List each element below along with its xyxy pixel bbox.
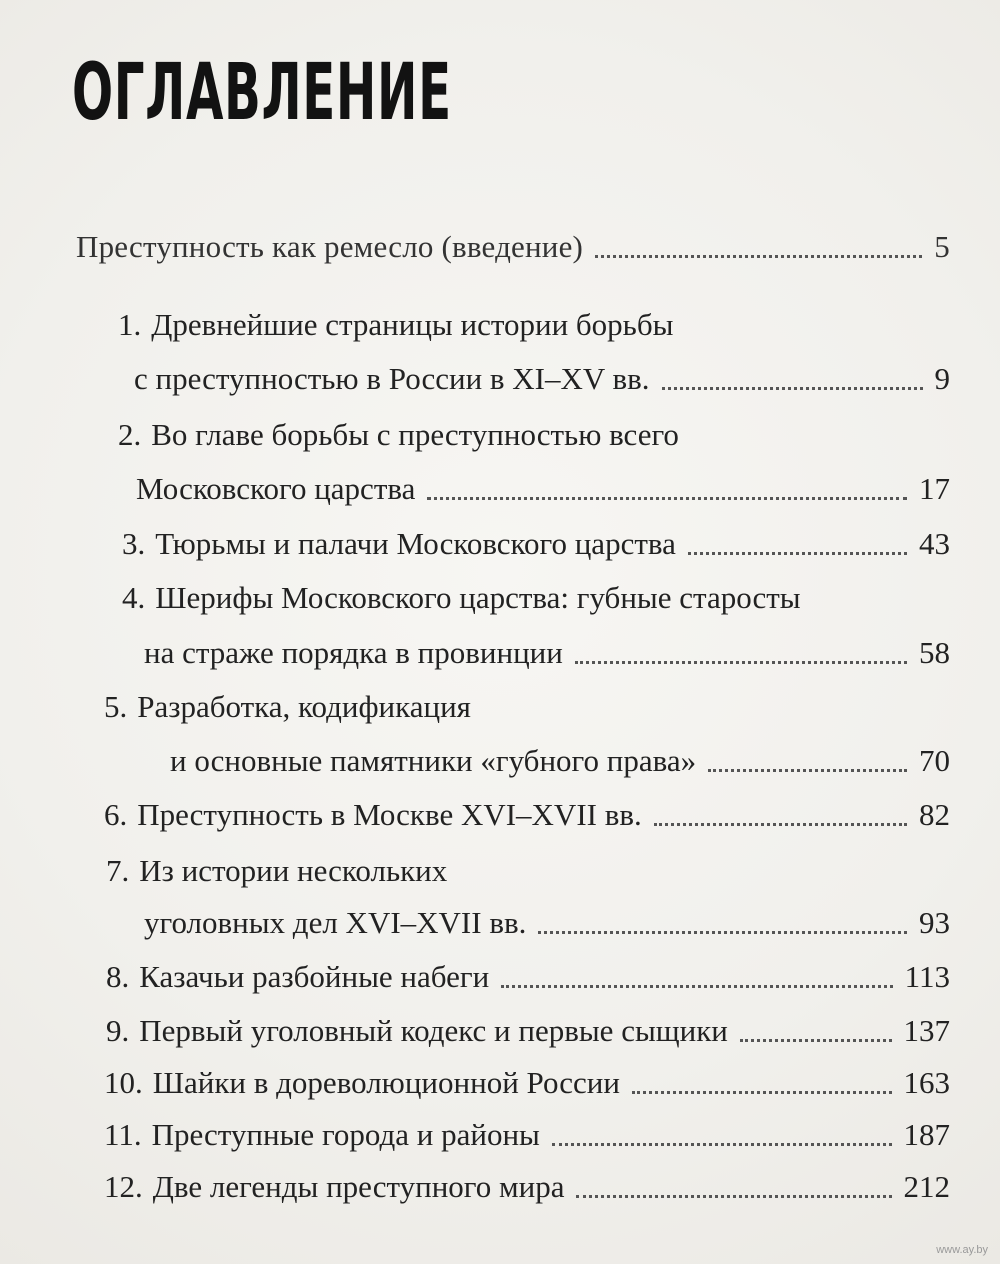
toc-leader-dots bbox=[595, 255, 922, 258]
toc-entry-1 bbox=[118, 306, 673, 344]
toc-entry-title-cont: с преступностью в России в XI–XV вв. bbox=[134, 361, 650, 396]
toc-entry-title: Преступность в Москве XVI–XVII вв. bbox=[137, 797, 642, 832]
toc-entry-title: Две легенды преступного мира bbox=[152, 1169, 565, 1204]
toc-entry-6 bbox=[104, 796, 950, 834]
toc-entry-title: Преступные города и районы bbox=[151, 1117, 540, 1152]
toc-entry-7 bbox=[106, 852, 447, 890]
toc-leader-dots bbox=[427, 497, 907, 500]
toc-entry-2 bbox=[118, 416, 679, 454]
toc-leader-dots bbox=[552, 1143, 892, 1146]
toc-entry-number: 6. bbox=[104, 797, 128, 832]
toc-entry-12 bbox=[104, 1168, 950, 1206]
toc-page-number: 137 bbox=[903, 1013, 950, 1048]
toc-entry-number: 3. bbox=[122, 526, 146, 561]
toc-page-number: 5 bbox=[934, 229, 950, 264]
toc-entry-4 bbox=[122, 579, 801, 617]
toc-entry-title: Шерифы Московского царства: губные старосты bbox=[155, 580, 801, 615]
toc-entry-title: Древнейшие страницы истории борьбы bbox=[151, 307, 674, 342]
toc-entry-2-cont bbox=[136, 470, 950, 508]
toc-entry-5-cont bbox=[170, 742, 950, 780]
toc-entry-4-cont bbox=[144, 634, 950, 672]
toc-entry-1-cont bbox=[134, 360, 950, 398]
toc-entry-number: 9. bbox=[106, 1013, 130, 1048]
toc-page-number: 187 bbox=[903, 1117, 950, 1152]
toc-entry-number: 11. bbox=[104, 1117, 142, 1152]
toc-leader-dots bbox=[740, 1039, 892, 1042]
toc-entry-title-cont: Московского царства bbox=[136, 471, 416, 506]
toc-entry-title: Из истории нескольких bbox=[139, 853, 448, 888]
toc-entry-number: 12. bbox=[104, 1169, 143, 1204]
toc-leader-dots bbox=[654, 823, 907, 826]
toc-page-number: 113 bbox=[904, 959, 950, 994]
toc-entry-number: 7. bbox=[106, 853, 130, 888]
toc-entry-3 bbox=[122, 525, 950, 563]
toc-leader-dots bbox=[538, 931, 907, 934]
toc-entry-5 bbox=[104, 688, 471, 726]
toc-entry-title: Преступность как ремесло (введение) bbox=[76, 229, 584, 264]
toc-entry-title: Казачьи разбойные набеги bbox=[139, 959, 490, 994]
page-title: ОГЛАВЛЕНИЕ bbox=[72, 48, 452, 138]
toc-entry-number: 4. bbox=[122, 580, 146, 615]
toc-page-number: 82 bbox=[919, 797, 950, 832]
toc-entry-number: 8. bbox=[106, 959, 130, 994]
toc-page-number: 70 bbox=[919, 743, 950, 778]
toc-entry-intro bbox=[76, 228, 950, 266]
toc-page-number: 163 bbox=[903, 1065, 950, 1100]
toc-entry-9 bbox=[106, 1012, 950, 1050]
toc-entry-title-cont: и основные памятники «губного права» bbox=[170, 743, 697, 778]
toc-leader-dots bbox=[575, 661, 907, 664]
toc-page-number: 93 bbox=[919, 905, 950, 940]
toc-leader-dots bbox=[708, 769, 907, 772]
toc-leader-dots bbox=[632, 1091, 892, 1094]
toc-entry-title: Первый уголовный кодекс и первые сыщики bbox=[139, 1013, 728, 1048]
toc-entry-title: Тюрьмы и палачи Московского царства bbox=[155, 526, 676, 561]
toc-entry-number: 2. bbox=[118, 417, 142, 452]
toc-page-number: 58 bbox=[919, 635, 950, 670]
toc-entry-number: 1. bbox=[118, 307, 142, 342]
toc-entry-7-cont bbox=[144, 904, 950, 942]
toc-leader-dots bbox=[576, 1195, 891, 1198]
toc-entry-number: 10. bbox=[104, 1065, 143, 1100]
toc-page-number: 9 bbox=[934, 361, 950, 396]
toc-page-number: 17 bbox=[919, 471, 950, 506]
toc-entry-number: 5. bbox=[104, 689, 128, 724]
toc-entry-10 bbox=[104, 1064, 950, 1102]
toc-page-number: 212 bbox=[903, 1169, 950, 1204]
toc-leader-dots bbox=[501, 985, 892, 988]
toc-entry-title-cont: на страже порядка в провинции bbox=[144, 635, 563, 670]
toc-entry-11 bbox=[104, 1116, 950, 1154]
watermark: www.ay.by bbox=[936, 1244, 988, 1256]
toc-entry-8 bbox=[106, 958, 950, 996]
toc-entry-title: Разработка, кодификация bbox=[137, 689, 471, 724]
toc-page-number: 43 bbox=[919, 526, 950, 561]
toc-entry-title: Шайки в дореволюционной России bbox=[152, 1065, 620, 1100]
toc-entry-title: Во главе борьбы с преступностью всего bbox=[151, 417, 679, 452]
toc-entry-title-cont: уголовных дел XVI–XVII вв. bbox=[144, 905, 527, 940]
toc-leader-dots bbox=[688, 552, 907, 555]
toc-leader-dots bbox=[662, 387, 923, 390]
